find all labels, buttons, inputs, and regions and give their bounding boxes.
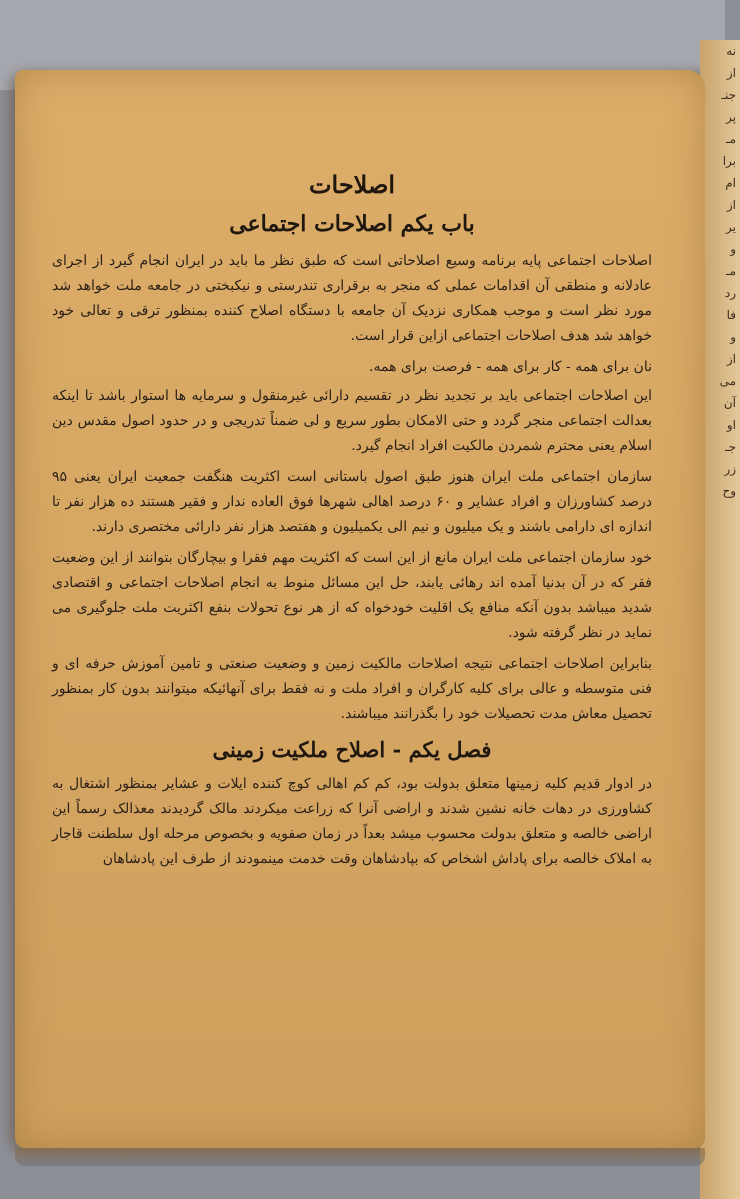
chapter-title: باب یکم اصلاحات اجتماعی <box>229 211 475 237</box>
paragraph-1: اصلاحات اجتماعی پایه برنامه وسیع اصلاحاتی است که طبق نظر ما باید در ایران انجام گیرد از اجرای عادلانه و منطقی آن اقدامات عملی که منجر به برقراری تندرستی و نیکبختی در جامعه ملت خواهد شد مورد نظر است و موجب همکاری نزدیک آن جامعه با دستگاه اصلاح کننده بمنظور ترقی و تعالی خود خواهد شد هدف اصلاحات اجتماعی ازاین قرار است. <box>52 253 652 344</box>
paragraph-5: خود سازمان اجتماعی ملت ایران مانع از این است که اکثریت مهم فقرا و بیچارگان بتوانند از این وضعیت فقر که در آن بدنیا آمده اند رهائی یابند، حل این مسائل منوط به انجام اصلاحات اجتماعی و اقتصادی شدید میباشد بدون آنکه منافع یک اقلیت خودخواه که از هر نوع تحولات بنفع اکثریت ملت جلوگیری می نماید در نظر گرفته شود. <box>52 550 652 641</box>
paragraph-4: سازمان اجتماعی ملت ایران هنوز طبق اصول باستانی است اکثریت هنگفت جمعیت ایران یعنی ۹۵ درصد کشاورزان و افراد عشایر و ۶۰ درصد اهالی شهرها فوق العاده ندار و فقیر هستند ده هزار نفر تا اندازه ای دارامی باشند و یک میلیون و نیم الی یکمیلیون و هفتصد هزار نفر دارائی مختصری دارند. <box>52 469 652 535</box>
adjacent-page-edge <box>700 40 740 1199</box>
paragraph-6: بنابراین اصلاحات اجتماعی نتیجه اصلاحات مالکیت زمین و وضعیت صنعتی و تامین آموزش حرفه ای و فنی متوسطه و عالی برای کلیه کارگران و افراد ملت و نه فقط برای آنهائیکه میتوانند بدون کار بمنظور تحصیل معاش مدت تحصیلات خود را بگذرانند میباشند. <box>52 656 652 722</box>
paragraph-3: این اصلاحات اجتماعی باید بر تجدید نظر در تقسیم دارائی غیرمنقول و سرمایه ها استوار باشد تا اینکه بعدالت اجتماعی منجر گردد و حتی الامکان بطور سریع و لی ضمناً تدریجی و در حدود اصول مقدس دین اسلام یعنی محترم شمردن مالکیت افراد انجام گیرد. <box>52 388 652 454</box>
adjacent-page-text: نه از جنـ پر مـ برا ام از یر و مـ رد فا و از می آن او جـ زر وح <box>719 44 736 498</box>
page-title: اصلاحات <box>308 170 396 199</box>
section-title: فصل یکم - اصلاح ملکیت زمینی <box>212 737 492 762</box>
page-content <box>52 170 652 878</box>
paragraph-2: نان برای همه - کار برای همه - فرصت برای همه. <box>369 359 652 375</box>
book-page <box>15 70 705 1148</box>
section-paragraph: در ادوار قدیم کلیه زمینها متعلق بدولت بود، کم کم اهالی کوچ کننده ایلات و عشایر بمنظور اشتغال به کشاورزی در دهات خانه نشین شدند و اراضی آنرا که زراعت میکردند مالک گردیدند معذالک رسماً این اراضی خالصه و متعلق بدولت محسوب میشد بعداً در زمان صفویه و بخصوص مرحله اول سلطنت قاجار به املاک خالصه برای پاداش اشخاص که بپادشاهان وقت خدمت مینمودند از طرف این پادشاهان <box>52 776 652 867</box>
page-bottom-edge <box>15 1148 705 1166</box>
